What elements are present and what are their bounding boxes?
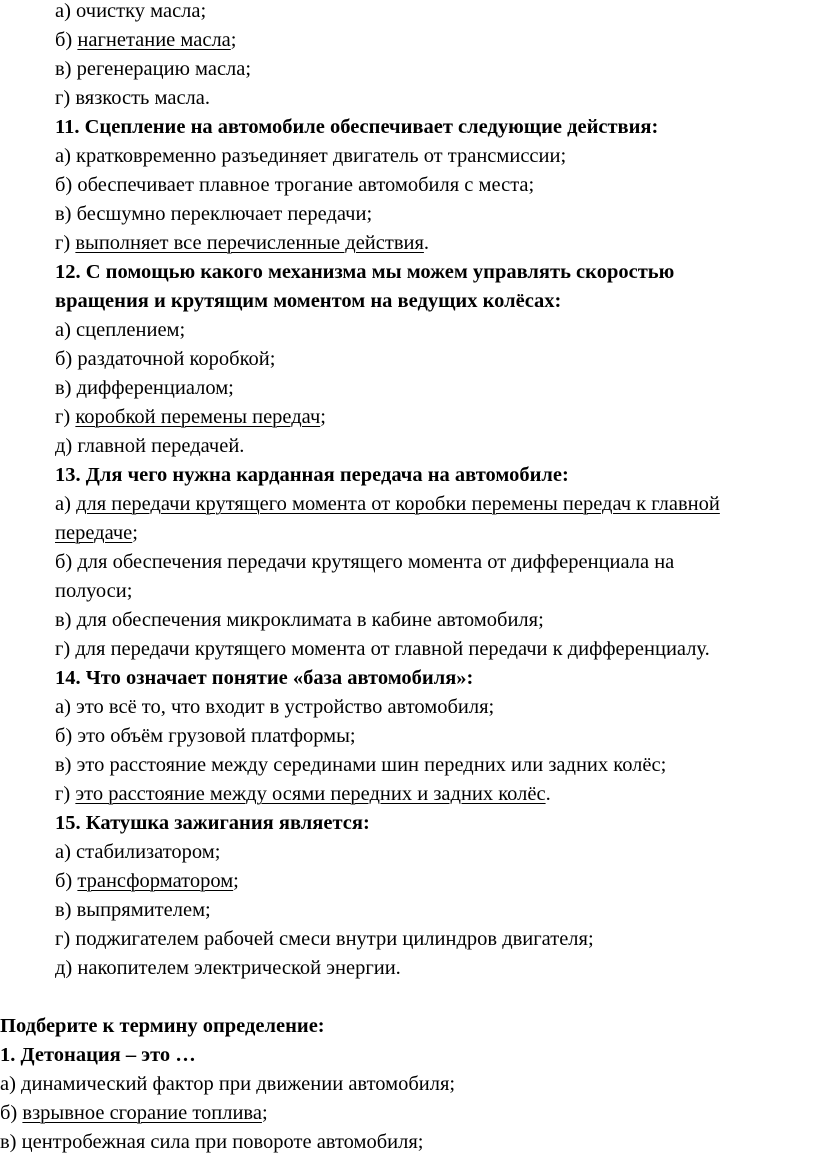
answer-line	[0, 26, 816, 55]
line-text: б) обеспечивает плавное трогание автомобиля с места;	[55, 174, 535, 196]
line-text: .	[545, 783, 551, 805]
answer-line	[0, 345, 816, 374]
answer-line	[0, 548, 816, 577]
line-text: б)	[55, 870, 78, 892]
answer-line	[0, 896, 816, 925]
line-text: г)	[55, 232, 76, 254]
line-text: в) это расстояние между серединами шин передних или задних колёс;	[55, 754, 667, 776]
line-text: б)	[55, 29, 78, 51]
answer-line	[0, 1128, 816, 1157]
line-text: а)	[55, 493, 77, 515]
line-text: б)	[0, 1102, 23, 1124]
answer-line	[0, 606, 816, 635]
line-text: 14. Что означает понятие «база автомобиля»:	[55, 667, 474, 689]
line-text: б) это объём грузовой платформы;	[55, 725, 356, 747]
line-text: ;	[132, 522, 138, 544]
line-text: а) динамический фактор при движении автомобиля;	[0, 1073, 456, 1095]
line-text: 15. Катушка зажигания является:	[55, 812, 370, 834]
line-text: Подберите к термину определение:	[0, 1015, 325, 1037]
answer-line	[0, 229, 816, 258]
line-text: г) поджигателем рабочей смеси внутри цилиндров двигателя;	[55, 928, 594, 950]
question-heading	[0, 113, 816, 142]
line-text: г) вязкость масла.	[55, 87, 210, 109]
question-heading	[0, 287, 816, 316]
line-text: а) очистку масла;	[55, 0, 207, 22]
line-text: б) для обеспечения передачи крутящего момента от дифференциала на	[55, 551, 675, 573]
correct-answer-text: взрывное сгорание топлива	[22, 1102, 262, 1124]
line-text: ;	[233, 870, 239, 892]
line-text: в) выпрямителем;	[55, 899, 211, 921]
answer-line	[0, 722, 816, 751]
line-text: д) накопителем электрической энергии.	[55, 957, 401, 979]
answer-line	[0, 84, 816, 113]
question-heading	[0, 1012, 816, 1041]
answer-line	[0, 374, 816, 403]
answer-line	[0, 838, 816, 867]
question-heading	[0, 1041, 816, 1070]
answer-line	[0, 751, 816, 780]
answer-line	[0, 954, 816, 983]
answer-line	[0, 1099, 816, 1128]
question-heading	[0, 809, 816, 838]
answer-line	[0, 693, 816, 722]
line-text: а) сцеплением;	[55, 319, 186, 341]
line-text: б) раздаточной коробкой;	[55, 348, 276, 370]
line-text: полуоси;	[55, 580, 133, 602]
answer-line	[0, 780, 816, 809]
answer-line	[0, 142, 816, 171]
correct-answer-text: коробкой перемены передач	[75, 406, 321, 428]
line-text: а) кратковременно разъединяет двигатель от трансмиссии;	[55, 145, 567, 167]
line-text: г)	[55, 406, 76, 428]
answer-line	[0, 432, 816, 461]
correct-answer-text: трансформатором	[77, 870, 234, 892]
question-heading	[0, 258, 816, 287]
line-text: вращения и крутящим моментом на ведущих колёсах:	[55, 290, 562, 312]
answer-line	[0, 316, 816, 345]
line-text: 11. Сцепление на автомобиле обеспечивает следующие действия:	[55, 116, 659, 138]
question-heading	[0, 461, 816, 490]
line-text: в) центробежная сила при повороте автомобиля;	[0, 1131, 424, 1153]
line-text: в) бесшумно переключает передачи;	[55, 203, 373, 225]
line-text: а) стабилизатором;	[55, 841, 221, 863]
correct-answer-text: для передачи крутящего момента от коробки перемены передач к главной	[76, 493, 720, 515]
line-text: 1. Детонация – это …	[0, 1044, 196, 1066]
answer-line	[0, 635, 816, 664]
answer-line	[0, 200, 816, 229]
answer-line	[0, 577, 816, 606]
correct-answer-text: выполняет все перечисленные действия	[75, 232, 424, 254]
line-text: г) для передачи крутящего момента от главной передачи к дифференциалу.	[55, 638, 710, 660]
correct-answer-text: нагнетание масла	[77, 29, 231, 51]
answer-line	[0, 519, 816, 548]
line-text: г)	[55, 783, 76, 805]
answer-line	[0, 403, 816, 432]
answer-line	[0, 925, 816, 954]
answer-line	[0, 867, 816, 896]
line-text: ;	[261, 1102, 268, 1124]
answer-line	[0, 1070, 816, 1099]
answer-line	[0, 0, 816, 26]
correct-answer-text: передаче	[55, 522, 133, 544]
line-text: в) регенерацию масла;	[55, 58, 252, 80]
line-text: 12. С помощью какого механизма мы можем управлять скоростью	[55, 261, 675, 283]
blank-line	[0, 983, 816, 1012]
answer-line	[0, 171, 816, 200]
answer-line	[0, 55, 816, 84]
line-text: в) для обеспечения микроклимата в кабине автомобиля;	[55, 609, 544, 631]
line-text: ;	[320, 406, 326, 428]
line-text: д) главной передачей.	[55, 435, 245, 457]
correct-answer-text: это расстояние между осями передних и задних колёс	[75, 783, 546, 805]
line-text: 13. Для чего нужна карданная передача на автомобиле:	[55, 464, 569, 486]
line-text: а) это всё то, что входит в устройство автомобиля;	[55, 696, 495, 718]
line-text: ;	[230, 29, 237, 51]
line-text: .	[423, 232, 430, 254]
answer-line	[0, 490, 816, 519]
line-text: в) дифференциалом;	[55, 377, 234, 399]
question-heading	[0, 664, 816, 693]
